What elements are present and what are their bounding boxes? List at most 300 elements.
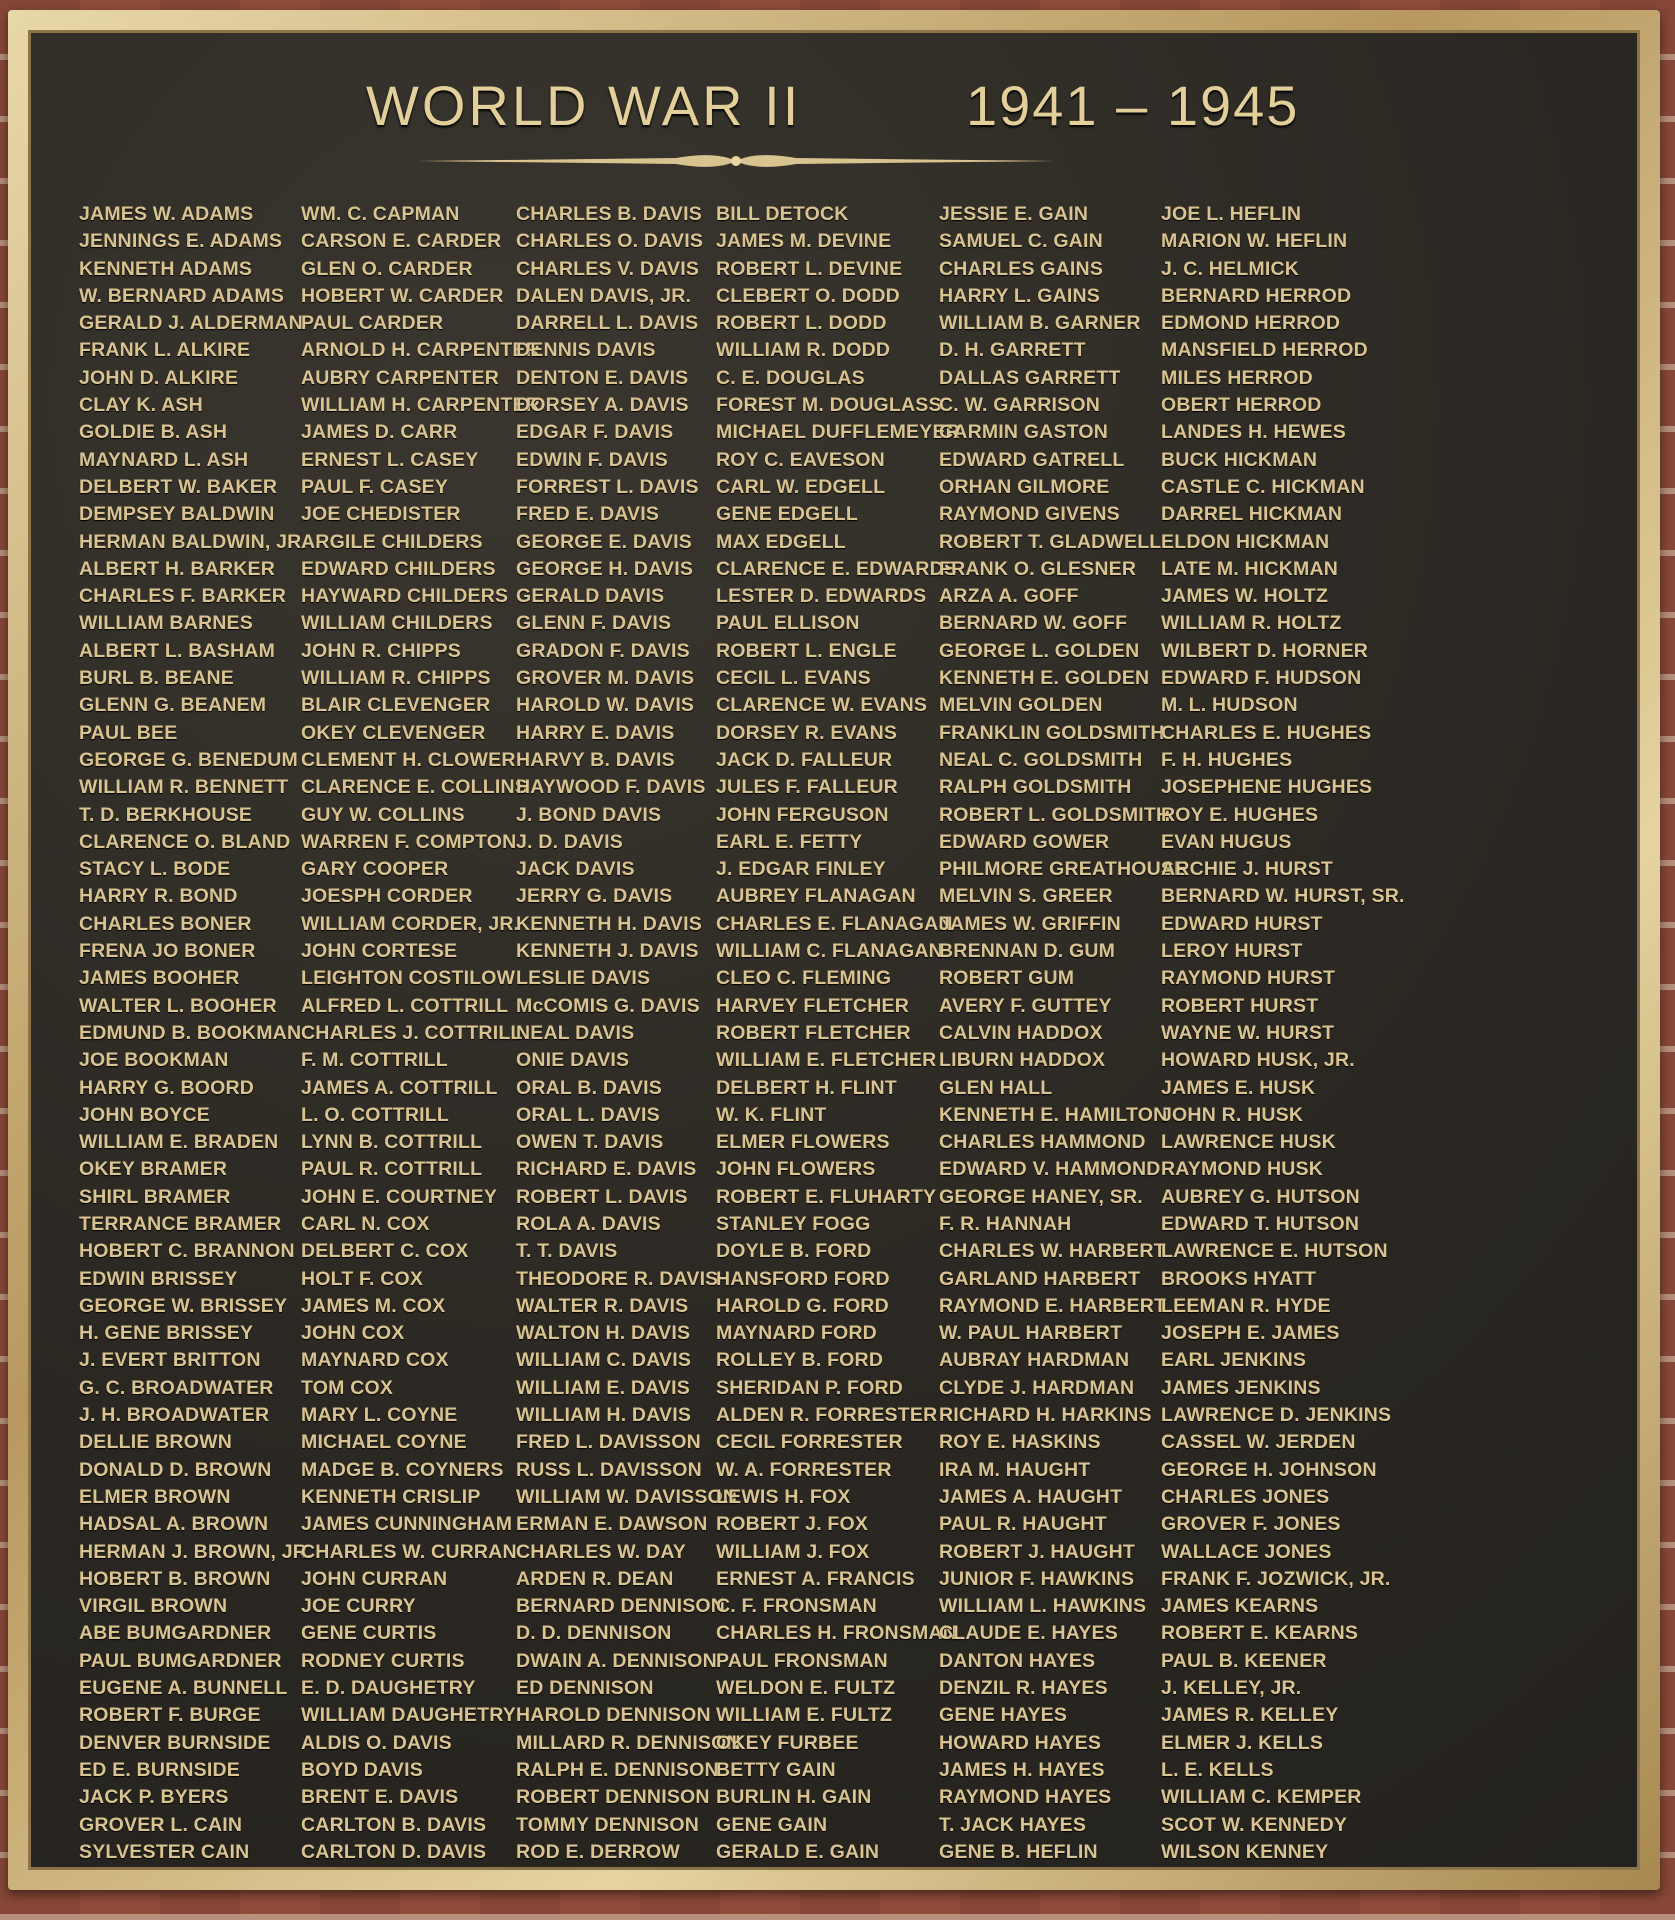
veteran-name: J. H. BROADWATER [79,1404,270,1427]
veteran-name: JUNIOR F. HAWKINS [939,1567,1135,1590]
veteran-name: ROBERT L. DODD [716,312,887,335]
veteran-name: WELDON E. FULTZ [716,1677,896,1700]
veteran-name: RALPH GOLDSMITH [939,776,1132,799]
veteran-name: KENNETH J. DAVIS [516,940,699,963]
veteran-name: ROBERT J. HAUGHT [939,1540,1136,1563]
veteran-name: WALLACE JONES [1161,1540,1332,1563]
veteran-name: ROY E. HUGHES [1161,803,1319,826]
veteran-name: MELVIN GOLDEN [939,694,1103,717]
veteran-name: MAYNARD FORD [716,1322,877,1345]
veteran-name: CHARLES E. FLANAGAN [716,912,953,935]
veteran-name: CLARENCE W. EVANS [716,694,928,717]
veteran-name: H. GENE BRISSEY [79,1322,254,1345]
veteran-name: GLEN HALL [939,1076,1053,1099]
veteran-name: W. PAUL HARBERT [939,1322,1123,1345]
veteran-name: ROBERT J. FOX [716,1513,869,1536]
veteran-name: DONALD D. BROWN [79,1458,272,1481]
veteran-name: WILLIAM R. CHIPPS [301,667,491,690]
veteran-name: JOHN E. COURTNEY [301,1185,498,1208]
veteran-name: FRANKLIN GOLDSMITH [939,721,1165,744]
veteran-name: PAUL R. COTTRILL [301,1158,483,1181]
veteran-name: PAUL CARDER [301,312,444,335]
veteran-name: FORREST L. DAVIS [516,475,699,498]
names-column-1 [79,201,313,1866]
veteran-name: J. EDGAR FINLEY [716,858,886,881]
veteran-name: DENZIL R. HAYES [939,1677,1108,1700]
veteran-name: WILLIAM R. HOLTZ [1161,612,1342,635]
veteran-name: HAROLD G. FORD [716,1294,889,1317]
veteran-name: WILLIAM C. KEMPER [1161,1786,1362,1809]
veteran-name: M. L. HUDSON [1161,694,1298,717]
veteran-name: HOLT F. COX [301,1267,424,1290]
veteran-name: HAROLD DENNISON [516,1704,711,1727]
veteran-name: GEORGE W. BRISSEY [79,1294,288,1317]
veteran-name: BOYD DAVIS [301,1758,423,1781]
veteran-name: DOYLE B. FORD [716,1240,872,1263]
veteran-name: CHARLES W. HARBERT [939,1240,1166,1263]
veteran-name: DANTON HAYES [939,1649,1096,1672]
veteran-name: ARCHIE J. HURST [1161,858,1334,881]
veteran-name: NEAL DAVIS [516,1021,635,1044]
veteran-name: ERNEST A. FRANCIS [716,1567,915,1590]
veteran-name: C. E. DOUGLAS [716,366,865,389]
veteran-name: HOBERT B. BROWN [79,1567,271,1590]
veteran-name: HOBERT W. CARDER [301,284,504,307]
veteran-name: WILLIAM E. FLETCHER [716,1049,937,1072]
veteran-name: CLAUDE E. HAYES [939,1622,1118,1645]
names-column-4 [716,201,960,1866]
veteran-name: WILLIAM J. FOX [716,1540,870,1563]
veteran-name: EDWARD GATRELL [939,448,1125,471]
veteran-name: CHARLES GAINS [939,257,1104,280]
veteran-name: WAYNE W. HURST [1161,1021,1335,1044]
veteran-name: ALFRED L. COTTRILL [301,994,509,1017]
veteran-name: GARY COOPER [301,858,449,881]
veteran-name: J. D. DAVIS [516,830,623,853]
veteran-name: JOSEPH E. JAMES [1161,1322,1340,1345]
veteran-name: EARL E. FETTY [716,830,863,853]
veteran-name: ALBERT H. BARKER [79,557,276,580]
veteran-name: ED DENNISON [516,1677,654,1700]
veteran-name: BETTY GAIN [716,1758,836,1781]
veteran-name: JAMES KEARNS [1161,1595,1319,1618]
veteran-name: GEORGE H. DAVIS [516,557,694,580]
veteran-name: AUBRAY HARDMAN [939,1349,1130,1372]
veteran-name: OWEN T. DAVIS [516,1131,664,1154]
veteran-name: GOLDIE B. ASH [79,421,228,444]
veteran-name: WILLIAM E. FULTZ [716,1704,893,1727]
veteran-name: BILL DETOCK [716,203,849,225]
veteran-name: CARLTON D. DAVIS [301,1840,487,1863]
veteran-name: JAMES R. KELLEY [1161,1704,1339,1727]
veteran-name: JAMES A. HAUGHT [939,1485,1123,1508]
veteran-name: BERNARD DENNISON [516,1595,726,1618]
veteran-name: T. JACK HAYES [939,1813,1087,1836]
veteran-name: CHARLES W. DAY [516,1540,687,1563]
veteran-name: RAYMOND E. HARBERT [939,1294,1167,1317]
veteran-name: PAUL R. HAUGHT [939,1513,1107,1536]
veteran-name: MILLARD R. DENNISON [516,1731,741,1754]
veteran-name: WM. C. CAPMAN [301,203,460,225]
veteran-name: EDWIN BRISSEY [79,1267,238,1290]
veteran-name: OBERT HERROD [1161,394,1322,417]
veteran-name: WILLIAM W. DAVISSON [516,1485,738,1508]
veteran-name: GLENN G. BEANEM [79,694,267,717]
veteran-name: DORSEY A. DAVIS [516,394,689,417]
veteran-name: GENE EDGELL [716,503,858,526]
veteran-name: FRANK F. JOZWICK, JR. [1161,1567,1391,1590]
veteran-name: ALBERT L. BASHAM [79,639,276,662]
veteran-name: HARRY L. GAINS [939,284,1100,307]
veteran-name: HOWARD HAYES [939,1731,1102,1754]
veteran-name: J. BOND DAVIS [516,803,662,826]
veteran-name: PAUL FRONSMAN [716,1649,888,1672]
veteran-name: MARY L. COYNE [301,1404,458,1427]
veteran-name: MICHAEL DUFFLEMEYER [716,421,960,444]
veteran-name: JAMES H. HAYES [939,1758,1105,1781]
veteran-name: WILLIAM CORDER, JR. [301,912,520,935]
veteran-name: AVERY F. GUTTEY [939,994,1112,1017]
veteran-name: GLENN F. DAVIS [516,612,672,635]
veteran-name: CARSON E. CARDER [301,230,502,253]
veteran-name: BURLIN H. GAIN [716,1786,872,1809]
veteran-name: MAYNARD L. ASH [79,448,249,471]
names-column-3 [516,201,741,1866]
veteran-name: JOE L. HEFLIN [1161,203,1302,225]
veteran-name: ROBERT FLETCHER [716,1021,911,1044]
veteran-name: ELMER BROWN [79,1485,231,1508]
veteran-name: LESLIE DAVIS [516,967,651,990]
veteran-name: OKEY CLEVENGER [301,721,486,744]
veteran-name: MILES HERROD [1161,366,1313,389]
veteran-name: ALDIS O. DAVIS [301,1731,452,1754]
veteran-name: WALTON H. DAVIS [516,1322,691,1345]
veteran-name: WILLIAM C. FLANAGAN [716,940,943,963]
veteran-name: D. D. DENNISON [516,1622,672,1645]
veteran-name: DELBERT W. BAKER [79,475,278,498]
veteran-name: RICHARD H. HARKINS [939,1404,1152,1427]
veteran-name: WILLIAM L. HAWKINS [939,1595,1147,1618]
veteran-name: MANSFIELD HERROD [1161,339,1368,362]
veteran-name: HOBERT C. BRANNON [79,1240,295,1263]
veteran-name: STACY L. BODE [79,858,231,881]
veteran-name: WILLIAM B. GARNER [939,312,1141,335]
veteran-name: ED E. BURNSIDE [79,1758,240,1781]
veteran-name: ARGILE CHILDERS [301,530,483,553]
veteran-name: WILLIAM H. DAVIS [516,1404,692,1427]
veteran-name: CARL N. COX [301,1212,430,1235]
names-column-6 [1161,201,1405,1866]
veteran-name: CHARLES F. BARKER [79,585,287,608]
veteran-name: HARRY G. BOORD [79,1076,255,1099]
veteran-name: HAYWOOD F. DAVIS [516,776,706,799]
veteran-name: BROOKS HYATT [1161,1267,1317,1290]
veteran-name: D. H. GARRETT [939,339,1086,362]
veteran-name: GEORGE H. JOHNSON [1161,1458,1377,1481]
veteran-name: WILLIAM CHILDERS [301,612,493,635]
names-column-2 [301,201,540,1866]
veteran-name: HARRY E. DAVIS [516,721,675,744]
veteran-name: CASTLE C. HICKMAN [1161,475,1365,498]
veteran-name: JOE CHEDISTER [301,503,461,526]
veteran-name: MAYNARD COX [301,1349,449,1372]
veteran-name: CHARLES E. HUGHES [1161,721,1372,744]
veteran-name: WILLIAM C. DAVIS [516,1349,692,1372]
veteran-name: CHARLES B. DAVIS [516,203,702,225]
veteran-name: JOESPH CORDER [301,885,473,908]
veteran-name: EDWARD V. HAMMOND [939,1158,1161,1181]
veteran-name: ROBERT L. DEVINE [716,257,903,280]
veteran-name: GUY W. COLLINS [301,803,465,826]
veteran-name: WALTER R. DAVIS [516,1294,689,1317]
veteran-name: JAMES W. HOLTZ [1161,585,1329,608]
veteran-name: F. H. HUGHES [1161,748,1293,771]
veteran-name: DENVER BURNSIDE [79,1731,271,1754]
veteran-name: WILLIAM R. DODD [716,339,891,362]
veteran-name: WILLIAM BARNES [79,612,253,635]
veteran-name: J. EVERT BRITTON [79,1349,261,1372]
veteran-name: JAMES BOOHER [79,967,240,990]
veteran-name: GEORGE HANEY, SR. [939,1185,1143,1208]
veteran-name: CHARLES H. FRONSMAN [716,1622,958,1645]
veteran-name: SAMUEL C. GAIN [939,230,1103,253]
veteran-name: ELMER J. KELLS [1161,1731,1324,1754]
veteran-name: LIBURN HADDOX [939,1049,1106,1072]
veteran-name: STANLEY FOGG [716,1212,871,1235]
veteran-name: THEODORE R. DAVIS [516,1267,719,1290]
veteran-name: LEEMAN R. HYDE [1161,1294,1331,1317]
veteran-name: HERMAN BALDWIN, JR. [79,530,308,553]
veteran-name: JOHN D. ALKIRE [79,366,239,389]
veteran-name: ROBERT T. GLADWELL [939,530,1162,553]
veteran-name: DARREL HICKMAN [1161,503,1343,526]
veteran-name: ERMAN E. DAWSON [516,1513,708,1536]
veteran-name: ELMER FLOWERS [716,1131,890,1154]
veteran-name: BLAIR CLEVENGER [301,694,491,717]
veteran-name: CARLTON B. DAVIS [301,1813,487,1836]
veteran-name: ROBERT L. DAVIS [516,1185,688,1208]
veteran-name: GENE B. HEFLIN [939,1840,1098,1863]
veteran-name: LAWRENCE D. JENKINS [1161,1404,1392,1427]
veteran-name: PAUL BUMGARDNER [79,1649,282,1672]
veteran-name: PAUL F. CASEY [301,475,449,498]
veteran-name: KENNETH CRISLIP [301,1485,481,1508]
veteran-name: GERALD DAVIS [516,585,665,608]
veteran-name: TERRANCE BRAMER [79,1212,282,1235]
veteran-name: GENE HAYES [939,1704,1068,1727]
veteran-name: LEROY HURST [1161,940,1303,963]
veteran-name: EDMUND B. BOOKMAN [79,1021,302,1044]
veteran-name: BRENT E. DAVIS [301,1786,459,1809]
veteran-name: DELBERT C. COX [301,1240,469,1263]
veteran-name: JOHN R. CHIPPS [301,639,461,662]
veteran-name: BERNARD W. GOFF [939,612,1128,635]
veteran-name: ONIE DAVIS [516,1049,630,1072]
veteran-name: HARVEY FLETCHER [716,994,909,1017]
veteran-name: F. R. HANNAH [939,1212,1072,1235]
veteran-name: DELLIE BROWN [79,1431,232,1454]
veteran-name: GROVER L. CAIN [79,1813,243,1836]
veteran-name: HAROLD W. DAVIS [516,694,695,717]
veteran-name: JOE BOOKMAN [79,1049,229,1072]
veteran-name: KENNETH ADAMS [79,257,253,280]
veteran-name: PAUL ELLISON [716,612,860,635]
veteran-name: MICHAEL COYNE [301,1431,467,1454]
veteran-name: RAYMOND GIVENS [939,503,1120,526]
veteran-name: MELVIN S. GREER [939,885,1113,908]
veteran-name: J. C. HELMICK [1161,257,1300,280]
veteran-name: OKEY BRAMER [79,1158,228,1181]
veteran-name: JOHN BOYCE [79,1103,210,1126]
veteran-name: JOHN COX [301,1322,405,1345]
veteran-name: BUCK HICKMAN [1161,448,1318,471]
veteran-name: BERNARD W. HURST, SR. [1161,885,1405,908]
veteran-name: ROBERT F. BURGE [79,1704,261,1727]
veteran-name: JOSEPHENE HUGHES [1161,776,1373,799]
veteran-name: L. O. COTTRILL [301,1103,449,1126]
veteran-name: RUSS L. DAVISSON [516,1458,702,1481]
veteran-name: GEORGE G. BENEDUM [79,748,299,771]
veteran-name: C. W. GARRISON [939,394,1100,417]
memorial-plaque [28,30,1640,1870]
veteran-name: ORAL L. DAVIS [516,1103,660,1126]
veteran-name: MADGE B. COYNERS [301,1458,504,1481]
veteran-name: JERRY G. DAVIS [516,885,673,908]
veteran-name: E. D. DAUGHETRY [301,1677,476,1700]
veteran-name: EDWARD T. HUTSON [1161,1212,1360,1235]
veteran-name: HANSFORD FORD [716,1267,890,1290]
veteran-name: GRADON F. DAVIS [516,639,690,662]
veteran-name: GROVER M. DAVIS [516,667,695,690]
veteran-name: JACK DAVIS [516,858,635,881]
veteran-name: CLARENCE E. COLLINS [301,776,528,799]
veteran-name: RAYMOND HAYES [939,1786,1112,1809]
veteran-name: RAYMOND HURST [1161,967,1336,990]
veteran-name: CHARLES BONER [79,912,252,935]
veteran-name: ROBERT DENNISON [516,1786,710,1809]
veteran-name: CHARLES O. DAVIS [516,230,704,253]
veteran-name: ABE BUMGARDNER [79,1622,272,1645]
veteran-name: EARL JENKINS [1161,1349,1307,1372]
veteran-name: JAMES W. ADAMS [79,203,254,225]
veteran-name: LANDES H. HEWES [1161,421,1347,444]
veteran-name: T. T. DAVIS [516,1240,618,1263]
veteran-name: DELBERT H. FLINT [716,1076,897,1099]
veteran-name: J. KELLEY, JR. [1161,1677,1302,1700]
veteran-name: RICHARD E. DAVIS [516,1158,697,1181]
veteran-name: NEAL C. GOLDSMITH [939,748,1143,771]
veteran-name: ROBERT L. GOLDSMITH [939,803,1171,826]
veteran-name: JAMES M. DEVINE [716,230,892,253]
veteran-name: W. K. FLINT [716,1103,827,1126]
veteran-name: KENNETH H. DAVIS [516,912,702,935]
names-columns [71,201,1607,1863]
veteran-name: SHIRL BRAMER [79,1185,231,1208]
names-column-5 [939,201,1187,1866]
veteran-name: JAMES E. HUSK [1161,1076,1316,1099]
veteran-name: ROD E. DERROW [516,1840,681,1863]
veteran-name: CHARLES V. DAVIS [516,257,700,280]
veteran-name: WILLIAM E. DAVIS [516,1376,690,1399]
veteran-name: RODNEY CURTIS [301,1649,465,1672]
veteran-name: EDWARD CHILDERS [301,557,496,580]
veteran-name: WILBERT D. HORNER [1161,639,1369,662]
veteran-name: ERNEST L. CASEY [301,448,479,471]
veteran-name: HOWARD HUSK, JR. [1161,1049,1355,1072]
veteran-name: WILLIAM H. CARPENTER [301,394,541,417]
veteran-name: JACK D. FALLEUR [716,748,893,771]
veteran-name: IRA M. HAUGHT [939,1458,1091,1481]
veteran-name: DALEN DAVIS, JR. [516,284,692,307]
veteran-name: CASSEL W. JERDEN [1161,1431,1356,1454]
veteran-name: ROY C. EAVESON [716,448,885,471]
veteran-name: JACK P. BYERS [79,1786,229,1809]
veteran-name: CHARLES W. CURRAN [301,1540,517,1563]
veteran-name: L. E. KELLS [1161,1758,1274,1781]
veteran-name: VIRGIL BROWN [79,1595,228,1618]
veteran-name: BERNARD HERROD [1161,284,1352,307]
veteran-name: CLEO C. FLEMING [716,967,892,990]
veteran-name: KENNETH E. GOLDEN [939,667,1150,690]
veteran-name: C. F. FRONSMAN [716,1595,877,1618]
veteran-name: WILLIAM R. BENNETT [79,776,289,799]
veteran-name: JESSIE E. GAIN [939,203,1089,225]
veteran-name: W. BERNARD ADAMS [79,284,285,307]
veteran-name: RAYMOND HUSK [1161,1158,1324,1181]
veteran-name: MAX EDGELL [716,530,846,553]
veteran-name: JOHN CURRAN [301,1567,448,1590]
veteran-name: AUBREY G. HUTSON [1161,1185,1360,1208]
veteran-name: F. M. COTTRILL [301,1049,448,1072]
veteran-name: LESTER D. EDWARDS [716,585,927,608]
veteran-name: GROVER F. JONES [1161,1513,1341,1536]
veteran-name: JOE CURRY [301,1595,416,1618]
veteran-name: SYLVESTER CAIN [79,1840,250,1863]
veteran-name: EDWIN F. DAVIS [516,448,668,471]
veteran-name: EVAN HUGUS [1161,830,1292,853]
veteran-name: EDMOND HERROD [1161,312,1341,335]
veteran-name: JAMES CUNNINGHAM [301,1513,513,1536]
plaque-title: WORLD WAR II [366,74,802,137]
veteran-name: ROBERT L. ENGLE [716,639,897,662]
veteran-name: GEORGE L. GOLDEN [939,639,1140,662]
veteran-name: CLARENCE O. BLAND [79,830,291,853]
veteran-name: HERMAN J. BROWN, JR. [79,1540,313,1563]
veteran-name: BRENNAN D. GUM [939,940,1116,963]
veteran-name: GERALD E. GAIN [716,1840,880,1863]
veteran-name: CECIL L. EVANS [716,667,871,690]
veteran-name: ROY E. HASKINS [939,1431,1101,1454]
veteran-name: LEWIS H. FOX [716,1485,851,1508]
veteran-name: DALLAS GARRETT [939,366,1121,389]
veteran-name: WILLIAM E. BRADEN [79,1131,279,1154]
veteran-name: LYNN B. COTTRILL [301,1131,483,1154]
veteran-name: HADSAL A. BROWN [79,1513,269,1536]
veteran-name: TOM COX [301,1376,394,1399]
veteran-name: GENE CURTIS [301,1622,437,1645]
veteran-name: PHILMORE GREATHOUSE [939,858,1188,881]
veteran-name: GLEN O. CARDER [301,257,473,280]
veteran-name: GEORGE E. DAVIS [516,530,693,553]
veteran-name: JAMES D. CARR [301,421,458,444]
veteran-name: ROBERT GUM [939,967,1075,990]
veteran-name: JENNINGS E. ADAMS [79,230,283,253]
veteran-name: EDWARD GOWER [939,830,1110,853]
veteran-name: WILLIAM DAUGHETRY [301,1704,516,1727]
veteran-name: HARVY B. DAVIS [516,748,675,771]
veteran-name: JOHN CORTESE [301,940,458,963]
veteran-name: FOREST M. DOUGLASS [716,394,942,417]
